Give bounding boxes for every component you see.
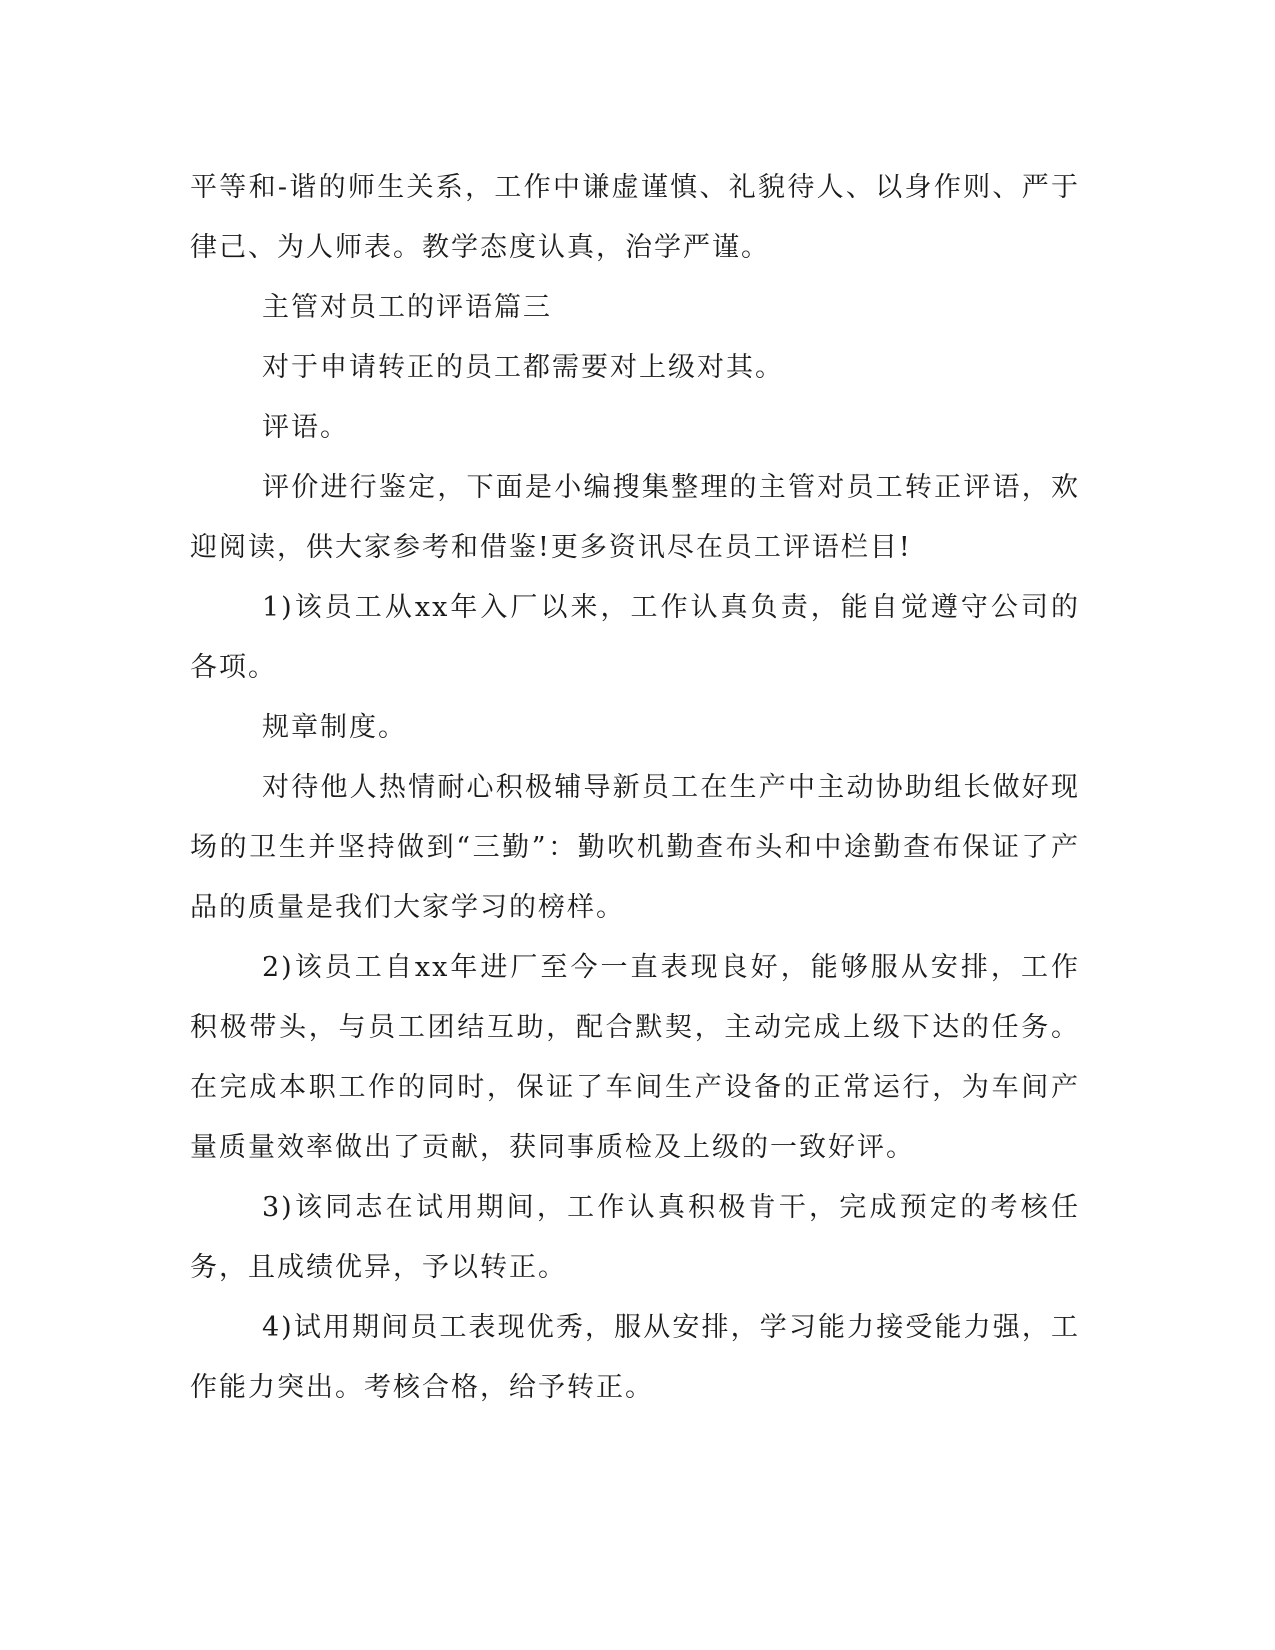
paragraph-item-3: 3)该同志在试用期间，工作认真积极肯干，完成预定的考核任务，且成绩优异，予以转正。 [190,1192,1080,1283]
paragraph-item-1: 1)该员工从xx年入厂以来，工作认真负责，能自觉遵守公司的各项。 [190,592,1080,683]
paragraph-comment-word: 评语。 [262,412,349,443]
paragraph-attitude: 对待他人热情耐心积极辅导新员工在生产中主动协助组长做好现场的卫生并坚持做到“三勤”：勤吹机勤查布头和中途勤查布保证了产品的质量是我们大家学习的榜样。 [190,772,1080,923]
paragraph-item-4: 4)试用期间员工表现优秀，服从安排，学习能力接受能力强，工作能力突出。考核合格，给予转正。 [190,1312,1080,1403]
paragraph-item-2: 2)该员工自xx年进厂至今一直表现良好，能够服从安排，工作积极带头，与员工团结互助，配合默契，主动完成上级下达的任务。在完成本职工作的同时，保证了车间生产设备的正常运行，为车间产量质量效率做出了贡献，获同事质检及上级的一致好评。 [190,952,1080,1163]
document-body [190,158,1080,1418]
section-heading: 主管对员工的评语篇三 [262,292,552,323]
paragraph-teacher-relations: 平等和-谐的师生关系，工作中谦虚谨慎、礼貌待人、以身作则、严于律己、为人师表。教学态度认真，治学严谨。 [190,172,1080,263]
paragraph-intro: 对于申请转正的员工都需要对上级对其。 [262,352,784,383]
paragraph-rules: 规章制度。 [262,712,407,743]
paragraph-evaluation-intro: 评价进行鉴定，下面是小编搜集整理的主管对员工转正评语，欢迎阅读，供大家参考和借鉴!更多资讯尽在员工评语栏目! [190,472,1080,563]
